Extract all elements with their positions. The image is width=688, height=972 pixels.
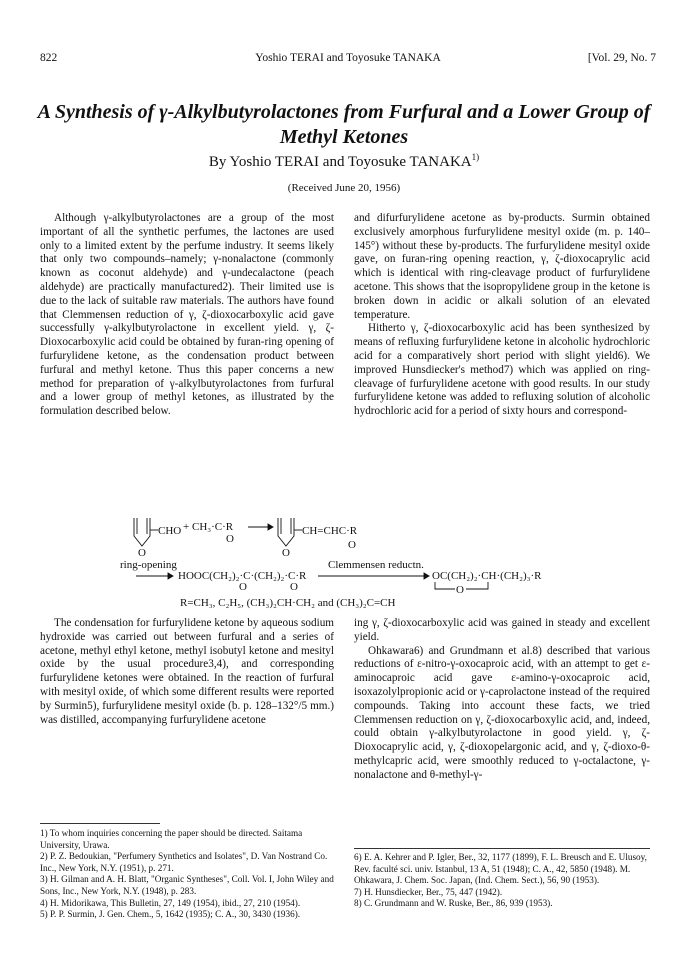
paragraph: and difurfurylidene acetone as by-products. Surmin obtained exclusively amorphous furfurylidene mesityl oxide (m. p. 140–145°) without these by-products. The furfurylidene mesityl oxide gave, on furan-ring opening reaction, γ, ζ-dioxocaprylic acid which is identical with ring-cleavage product of furfurylidene acetone. This shows that the isopropylidene group in the ketone is broken down in acidic or alkali solution of an elevated temperature. [354, 212, 650, 321]
footnote-rule-right [354, 848, 650, 849]
paragraph: Although γ-alkylbutyrolactones are a group of the most important of all the synthetic perfumes, the lactones are used only to a limited extent by the perfume industry. It seems likely that only two compounds–namely; γ-nonalactone (commonly known as coconut aldehyde) and γ-undecalactone (peach aldehyde) are practically manufactured2). Their limited use is due to the lack of suitable raw materials. The authors have found that Clemmensen reduction of γ, ζ-dioxocarboxylic acid gave successfully γ-alkylbutyrolactone in excellent yield. γ, ζ-Dioxocarboxylic acid could be obtained by furan-ring opening of furfurylidene ketone, as the condensation product between furfural and methyl ketone. Thus this paper concerns a new method for preparation of γ-alkylbutyrolactones from furfural and a lower group of methyl ketones, as illustrated by the formulation described below. [40, 212, 334, 418]
paragraph: Hitherto γ, ζ-dioxocarboxylic acid has been synthesized by means of refluxing furfurylidene ketone in alcoholic hydrochloric acid for a comparatively short period with slight yield6). We improved Hunsdiecker's method7) which was applied on ring-cleavage of furfurylidene acetone with good results. In our study furfurylidene ketone was added to refluxing solution of alcoholic hydrochloric acid for a period of sixty hours and correspond- [354, 322, 650, 418]
r-group-definitions: R=CH₃, C₂H₅, (CH₃)₂CH·CH₂ and (CH₃)₂C=CH [180, 597, 396, 609]
author-note-mark: 1) [471, 152, 480, 162]
footnote: 6) E. A. Kehrer and P. Igler, Ber., 32, 1177 (1899), F. L. Breusch and E. Ulusoy, Rev. faculté sci. univ. Istanbul, 13 A, 51 (1948); C. A., 42, 5850 (1948). M. Ohkawara, J. Chem. Soc. Japan, (Ind. Chem. Sect.), 56, 90 (1953). [354, 852, 647, 886]
footnote: 1) To whom inquiries concerning the paper should be directed. Saitama University, Urawa. [40, 828, 303, 850]
paragraph: Ohkawara6) and Grundmann et al.8) described that various reductions of ε-nitro-γ-oxocaproic acid, with an attempt to get ε-aminocaproic acid gave ε-amino-γ-oxocaproic acid, isoxazolylpropionic acid or γ-caprolactone instead of the required compounds. Taking into account these facts, we tried Clemmensen reduction on γ, ζ-dioxocarboxylic acid, and, indeed, could obtain γ-alkylbutyrolactone in good yield. γ, ζ-Dioxocaprylic acid, γ, ζ-dioxopelargonic acid, and γ, ζ-dioxo-θ-methylcapric acid, were smoothly reduced to γ-octalactone, γ-nonalactone and θ-methyl-γ- [354, 644, 650, 781]
plus-sign: + [183, 521, 190, 533]
step-clemmensen-label: Clemmensen reductn. [328, 559, 424, 571]
reaction-scheme [100, 510, 600, 610]
footnotes-left [40, 828, 334, 921]
footnote: 7) H. Hunsdiecker, Ber., 75, 447 (1942). [354, 886, 503, 897]
received-date: (Received June 20, 1956) [287, 182, 401, 194]
footnote-rule-left [40, 823, 160, 824]
furan-ring-icon [278, 518, 302, 546]
reaction-arrow-icon [136, 573, 173, 579]
footnote: 8) C. Grundmann and W. Ruske, Ber., 86, 939 (1953). [354, 898, 553, 909]
byline [30, 152, 658, 171]
lactone-ring-oxygen: O [456, 584, 464, 596]
furan-oxygen-2: O [282, 547, 290, 559]
paragraph: ing γ, ζ-dioxocarboxylic acid was gained in steady and excellent yield. [354, 617, 650, 643]
furan-oxygen-1: O [138, 547, 146, 559]
reaction-arrow-icon [318, 573, 429, 579]
body-column-bottom-right [354, 617, 650, 783]
running-head-authors: Yoshio TERAI and Toyosuke TANAKA [255, 52, 441, 64]
page-number: 822 [40, 52, 58, 64]
reactant-aldehyde: CHO [158, 525, 182, 537]
acid-oxygen-1: O [239, 581, 247, 593]
footnote: 2) P. Z. Bedoukian, "Perfumery Synthetics and Isolates", D. Van Nostrand Co. Inc., New York, N.Y. (1951), p. 271. [40, 851, 328, 873]
furfurylidene-ketone: CH=CHC·R [302, 525, 358, 537]
body-column-top-left [40, 212, 334, 419]
furan-ring-icon [134, 518, 158, 546]
reactant-ketone: CH₃·C·R [192, 521, 234, 533]
step-ring-opening-label: ring-opening [120, 559, 177, 571]
article-title: A Synthesis of γ-Alkylbutyrolactones from Furfural and a Lower Group of Methyl Ketones [37, 101, 651, 148]
acid-oxygen-2: O [290, 581, 298, 593]
running-head-volume: [Vol. 29, No. 7 [587, 52, 656, 64]
running-head [40, 52, 656, 68]
reaction-arrow-icon [248, 524, 273, 530]
product-carbonyl-oxygen: O [348, 539, 356, 551]
paragraph: The condensation for furfurylidene ketone by aqueous sodium hydroxide was carried out between furfural and a series of acetone, methyl ethyl ketone, methyl isobutyl ketone and mesityl oxide by the usual procedure3,4), and corresponding furfurylidene ketones were obtained. In the reaction of furfural with mesityl oxide, of which some different results were reported by Surmin5), furfurylidene mesityl oxide (b. p. 128–132°/5 mm.) was distilled, accompanying furfurylidene acetone [40, 617, 334, 726]
author-names: By Yoshio TERAI and Toyosuke TANAKA [208, 154, 472, 170]
body-column-top-right [354, 212, 650, 419]
footnotes-right [354, 852, 650, 910]
body-column-bottom-left [40, 617, 334, 727]
dioxocarboxylic-acid: HOOC(CH₂)₂·C·(CH₂)₂·C·R [178, 570, 307, 582]
ketone-carbonyl-oxygen: O [226, 533, 234, 545]
footnote: 5) P. P. Surmin, J. Gen. Chem., 5, 1642 (1935); C. A., 30, 3430 (1936). [40, 909, 301, 920]
footnote: 3) H. Gilman and A. H. Blatt, "Organic Syntheses", Coll. Vol. I, John Wiley and Sons, Inc., New York, N.Y. (1948), p. 283. [40, 874, 334, 896]
butyrolactone-product: OC(CH₂)₂·CH·(CH₂)₃·R [432, 570, 542, 582]
footnote: 4) H. Midorikawa, This Bulletin, 27, 149 (1954), ibid., 27, 210 (1954). [40, 897, 301, 908]
